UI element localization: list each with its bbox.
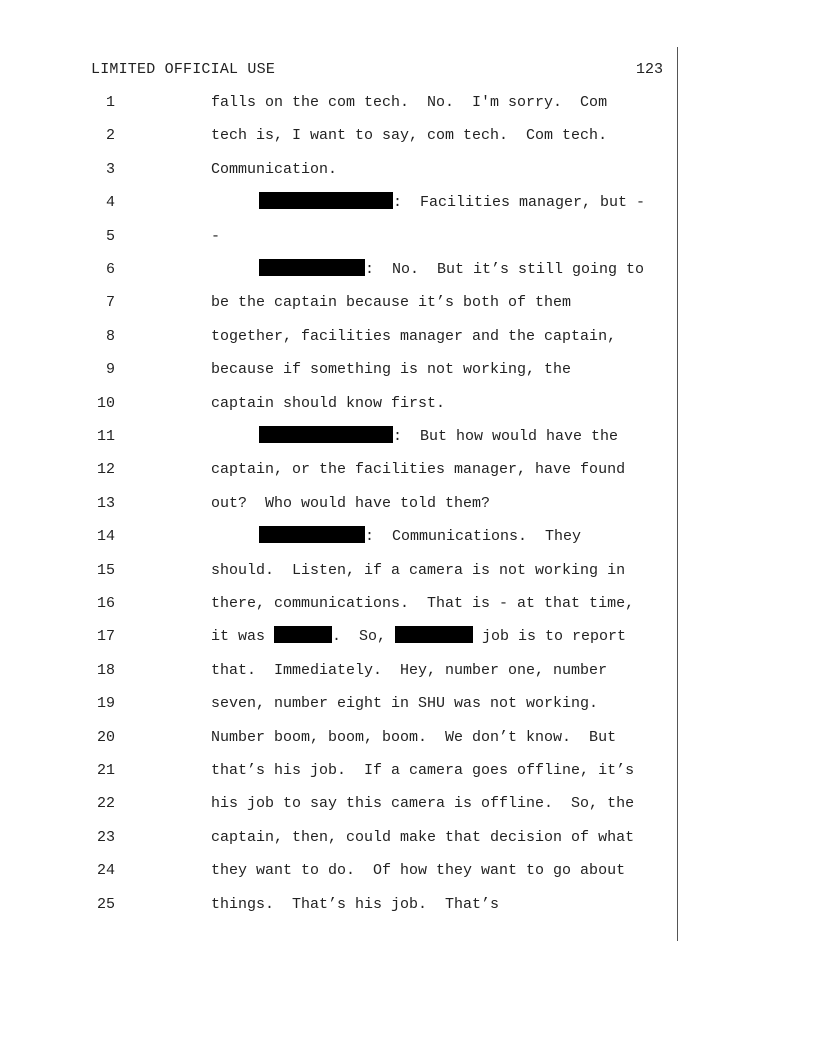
line-text <box>211 325 616 349</box>
line-text <box>211 225 220 249</box>
line-number: 10 <box>96 394 115 412</box>
line-text <box>211 158 337 182</box>
line-text-segment: captain, then, could make that decision of what <box>211 828 635 846</box>
transcript-line <box>0 792 816 816</box>
line-number: 6 <box>105 261 115 278</box>
page-number: 123 <box>636 61 664 78</box>
line-number: 24 <box>96 862 115 880</box>
line-text <box>259 525 581 549</box>
line-text <box>211 124 607 148</box>
line-text <box>211 492 490 516</box>
line-number: 22 <box>96 795 115 813</box>
transcript-line <box>0 392 816 416</box>
line-text-segment: tech is, I want to say, com tech. Com tech. <box>211 127 608 145</box>
line-text-segment: that’s his job. If a camera goes offline, it’s <box>211 762 635 779</box>
line-text-segment: that. Immediately. Hey, number one, number <box>211 661 608 679</box>
line-number: 9 <box>105 361 115 379</box>
line-number: 7 <box>105 294 115 312</box>
line-text <box>211 592 634 616</box>
line-number: 25 <box>96 895 115 913</box>
line-text <box>211 291 571 315</box>
line-text-segment: his job to say this camera is offline. So, the <box>211 795 635 813</box>
line-text-segment: captain, or the facilities manager, have found <box>211 461 626 479</box>
transcript-line <box>0 124 816 148</box>
line-number: 18 <box>96 661 115 679</box>
line-text <box>211 726 616 750</box>
transcript-line <box>0 726 816 750</box>
transcript-line <box>0 893 816 917</box>
line-number: 21 <box>96 762 115 779</box>
transcript-line <box>0 625 816 649</box>
transcript-line <box>0 659 816 683</box>
line-text-segment: out? Who would have told them? <box>211 494 491 512</box>
line-text-segment: - <box>211 227 221 245</box>
line-text <box>211 559 625 583</box>
line-number: 17 <box>96 628 115 646</box>
line-text <box>259 425 618 449</box>
line-text-segment: seven, number eight in SHU was not working. <box>211 695 599 713</box>
line-number: 19 <box>96 695 115 713</box>
transcript-line <box>0 759 816 783</box>
line-text-segment: Number boom, boom, boom. We don’t know. But <box>211 728 617 746</box>
line-text-segment: be the captain because it’s both of them <box>211 294 572 312</box>
transcript-line <box>0 358 816 382</box>
line-text <box>211 392 445 416</box>
redaction-box <box>259 192 393 209</box>
line-number: 12 <box>96 461 115 479</box>
line-number: 15 <box>96 561 115 579</box>
line-text <box>211 358 571 382</box>
transcript-line <box>0 826 816 850</box>
line-number: 14 <box>96 528 115 546</box>
transcript-line <box>0 325 816 349</box>
line-text <box>211 692 598 716</box>
line-text <box>211 659 607 683</box>
line-text-segment: captain should know first. <box>211 394 446 412</box>
line-text <box>211 759 634 783</box>
line-number: 11 <box>96 428 115 445</box>
line-text-segment: they want to do. Of how they want to go about <box>211 862 626 880</box>
line-text <box>211 792 634 816</box>
transcript-line <box>0 559 816 583</box>
classification-header: LIMITED OFFICIAL USE <box>91 61 276 78</box>
line-text-segment: : No. But it’s still going to <box>365 261 645 278</box>
transcript-line <box>0 692 816 716</box>
transcript-line <box>0 91 816 115</box>
line-text-segment: it was <box>211 628 275 646</box>
transcript-line <box>0 458 816 482</box>
line-number: 20 <box>96 728 115 746</box>
transcript-line <box>0 291 816 315</box>
line-text-segment: . So, <box>332 628 396 646</box>
line-text-segment: : Facilities manager, but - <box>393 194 646 212</box>
line-text-segment: Communication. <box>211 160 338 178</box>
line-number: 1 <box>105 94 115 111</box>
line-text-segment: together, facilities manager and the captain, <box>211 327 617 345</box>
line-text <box>211 859 625 883</box>
transcript-line <box>0 425 816 449</box>
line-number: 2 <box>105 127 115 145</box>
line-text <box>211 458 625 482</box>
line-text <box>211 625 626 649</box>
redaction-box <box>259 259 365 276</box>
line-text-segment: job is to report <box>473 628 627 646</box>
line-number: 13 <box>96 494 115 512</box>
line-number: 23 <box>96 828 115 846</box>
line-text-segment: things. That’s his job. That’s <box>211 895 500 913</box>
line-text-segment: because if something is not working, the <box>211 361 572 379</box>
line-text-segment: falls on the com tech. No. I'm sorry. Com <box>211 94 608 111</box>
transcript-line <box>0 258 816 282</box>
transcript-line <box>0 492 816 516</box>
line-number: 4 <box>105 194 115 212</box>
redaction-box <box>259 526 365 543</box>
line-text <box>259 258 644 282</box>
transcript-line <box>0 225 816 249</box>
line-text <box>211 91 607 115</box>
line-number: 5 <box>105 227 115 245</box>
line-text <box>211 826 634 850</box>
transcript-line <box>0 592 816 616</box>
line-text-segment: : Communications. They <box>365 528 582 546</box>
line-text <box>211 893 499 917</box>
redaction-box <box>274 626 332 643</box>
line-text-segment: there, communications. That is - at that time, <box>211 595 635 612</box>
transcript-line <box>0 191 816 215</box>
line-text-segment: should. Listen, if a camera is not working in <box>211 561 626 579</box>
line-number: 3 <box>105 160 115 178</box>
redaction-box <box>259 426 393 443</box>
line-text-segment: : But how would have the <box>393 428 619 445</box>
line-number: 8 <box>105 327 115 345</box>
transcript-line <box>0 859 816 883</box>
line-number: 16 <box>96 595 115 612</box>
line-text <box>259 191 645 215</box>
transcript-line <box>0 525 816 549</box>
transcript-line <box>0 158 816 182</box>
redaction-box <box>395 626 473 643</box>
